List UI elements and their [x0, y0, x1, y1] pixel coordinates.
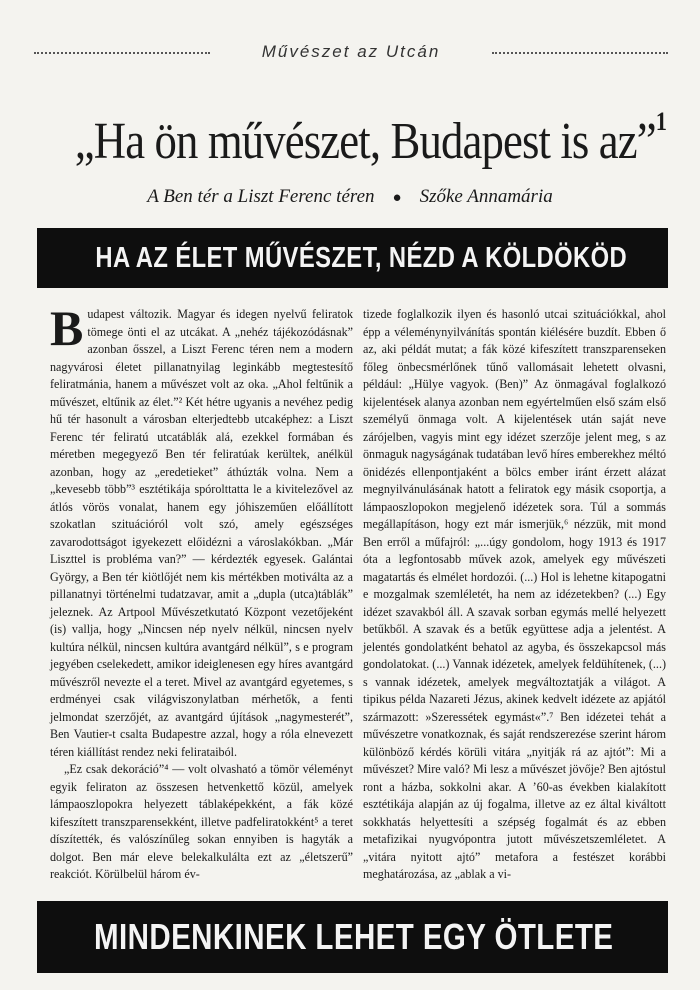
section-header: [34, 40, 668, 66]
bullet-icon: ●: [392, 190, 402, 206]
paragraph: „Ez csak dekoráció”⁴ — volt olvasható a tömör véleményt egyik feliraton az összesen hetvenkettő közül, amelyek lámpaoszlopokra helyezett táblaképekként, a fák közé kifeszített transzparensekként, illetve padfeliratokként⁵ a teret díszítették, és valószínűleg sokan ennyiben is hagyták a dolgot. Ben már eleve belekalkulálta ezt az „életszerű” reakciót. Körülbelül három év-: [50, 762, 353, 881]
drop-cap: B: [50, 300, 84, 356]
paragraph: [50, 300, 353, 761]
dotted-rule-right: [492, 52, 668, 54]
footnote-ref: 1: [655, 107, 667, 136]
article-column-left: [50, 300, 353, 884]
section-title: Művészet az Utcán: [261, 42, 441, 61]
banner-bottom: [37, 901, 668, 973]
article-subtitle: A Ben tér a Liszt Ferenc téren: [147, 186, 375, 207]
article-headline: [74, 92, 667, 172]
banner-top-text: HA AZ ÉLET MŰVÉSZET, NÉZD A KÖLDÖKÖD: [95, 242, 628, 274]
banner-bottom-text: MINDENKINEK LEHET EGY ÖTLETE: [94, 916, 614, 957]
paragraph-text: udapest változik. Magyar és idegen nyelvű feliratok tömege önti el az utcákat. A „nehéz tájékozódásnak” azonban ősszel, a Liszt Ferenc téren nem a modern nagyvárosi életet pillanatnyilag leginkább megtestesítő feliratmánia, hanem a művészet volt az oka. „Ahol feltűnik a művészet, eltűnik az élet.”² Két hétre ugyanis a nevéhez pedig hű tér hasonult a városban elterjedtebb utcaképhez: a Liszt Ferenc tér feliratú utcatáblák alá, ezekkel formában és méretben megegyező Ben tér feliratúak kerültek, anélkül azonban, hogy az „eredetieket” áthúzták volna. Nem a „kevesebb több”³ esztétikája spórolttatta le a kivitelezővel az átlós vörös vonalat, hanem egy jóhiszeműen előállított szokatlan szituációról volt szó, amely egészséges zavarodottságot igyekezett előidézni a városlakókban. „Már Liszttel is probléma van?” — kérdezték egyesek. Galántai György, a Ben tér kiötlőjét nem kis mértékben motiválta az a pillanatnyi történelmi tudatzavar, amit a „dupla (utca)táblák” jeleznek. Az Artpool Művészetkutató Központ vezetőjeként (is) vallja, hogy „Nincsen nép nyelv nélkül, nincsen nyelv kultúra nélkül, nincsen kultúra avantgárd nélkül”, s e program jegyében cselekedett, amikor ideiglenesen egy híres avantgárd művészről nevezte el a teret. Mivel az avantgárd egyetemes, s erdményei csak világviszonylatban mérhetők, a fenti jelmondat szerzőjét, az avantgárd újítások „nagymesterét”, Ben Vautier-t csalta Budapestre azzal, hogy a róla elnevezett téren kiállítást rendez neki felirataiból.: [50, 307, 353, 759]
byline: [0, 186, 700, 208]
article-column-right: [363, 306, 666, 884]
banner-top: [37, 228, 668, 288]
author-name: Szőke Annamária: [419, 186, 553, 207]
paragraph: tizede foglalkozik ilyen és hasonló utcai szituációkkal, ahol épp a véleménynyilvánítás spontán kiélésére buzdít. Ebben ő az, aki példát mutat; a fák közé kifeszített transzparenseken főleg önbecsmérlőnek tűnő vallomásait lehetett olvasni, például: „Hülye vagyok. (Ben)” Az önmagával foglalkozó kijelentések alanya azonban nem egyértelműen első szám első személyű önmaga volt. A kijelentések után saját neve zárójelben, vagyis mint egy idézet szerzője jelent meg, s az önmaguk nagyságának tudatában levő híres emberekhez méltó önidézés ellenpontjaként a bölcs ember iránt érzett alázat megnyilvánulásának hatott a feliratok egy másik csoportja, a lámpaoszlopokon megjelenő idézetek sora. Túl a sommás megállapításon, hogy ezt már ismerjük,⁶ nézzük, mit mond Ben erről a műfajról: „...úgy gondolom, hogy 1913 és 1917 óta a legfontosabb művek azok, amelyek egy művészeti magatartás és elmélet hordozói. (...) Hol is lehetne kitapogatni e mozgalmak szemléletét, ha nem az idézetekben? (...) Egy idézet szavakból áll. A szavak sorban egymás mellé helyezett betűkből. A szavak és a betűk együttese adja a jelentést. A jelentés gondolatként behatol az agyba, és összekapcsol más gondolatokat. (...) Vannak idézetek, amelyek feldühítenek, (...) s vannak idézetek, amelyek megváltoztatják a világot. A tipikus példa Nazareti Jézus, akinek kedvelt idézete az apjától származott: »Szeressétek egymást«”.⁷ Ben idézetei tehát a művészetre vonatkoznak, és saját rendszerezése szerint három különböző kérdés körüli vitára „nyitják rá az ajtót”: Mi a művészet? Mire való? Mi lesz a művészet jövője? Ben ajtóstul ront a házba, sokkolni akar. A ’60-as években kialakított esztétikája alapján az új fogalma, illetve az ez által kiváltott sokkhatás helyettesíti a szépség fogalmát és az ebben metafizikai nyugvópontra jutott művészetszemléletet. A „vitára nyitott ajtó” metafora a festészet korábbi meghatározása, az „ablak a vi-: [363, 307, 666, 881]
headline-text: „Ha ön művészet, Budapest is az”: [74, 113, 656, 170]
